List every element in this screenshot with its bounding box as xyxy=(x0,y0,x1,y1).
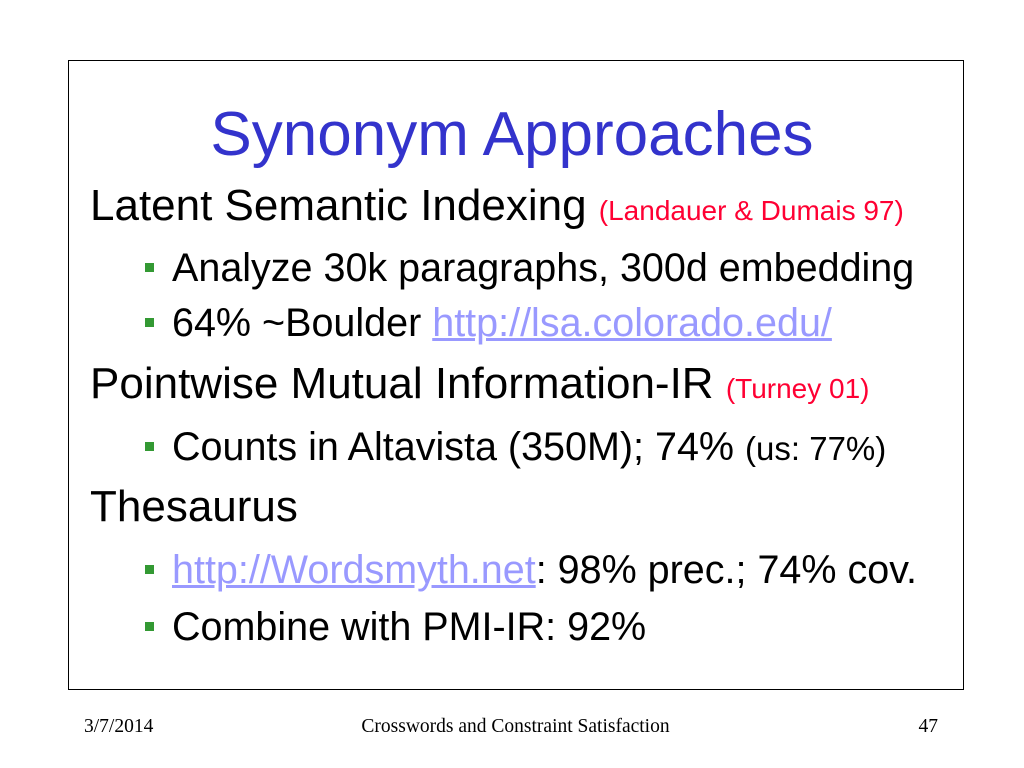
slide-title: Synonym Approaches xyxy=(210,100,814,169)
bullet-note: (us: 77%) xyxy=(745,430,887,467)
square-bullet-icon xyxy=(145,565,154,574)
square-bullet-icon xyxy=(145,622,154,631)
list-item xyxy=(144,547,917,594)
list-item xyxy=(144,300,832,347)
square-bullet-icon xyxy=(145,263,154,272)
bullet-text: Counts in Altavista (350M); 74% xyxy=(172,425,735,469)
footer-date: 3/7/2014 xyxy=(84,716,154,737)
slide-number: 47 xyxy=(918,716,938,737)
bullet-text: Analyze 30k paragraphs, 300d embedding xyxy=(172,246,915,290)
list-item xyxy=(144,245,914,292)
section-heading-lsi xyxy=(90,180,904,233)
footer-title: Crosswords and Constraint Satisfaction xyxy=(361,716,670,737)
list-item xyxy=(144,604,646,651)
heading-text: Pointwise Mutual Information-IR xyxy=(90,359,714,408)
section-heading-thesaurus xyxy=(90,481,298,534)
list-item xyxy=(144,424,886,471)
bullet-text: 64% ~Boulder xyxy=(172,301,422,345)
square-bullet-icon xyxy=(145,318,154,327)
bullet-text: Combine with PMI-IR: 92% xyxy=(172,605,647,649)
wordsmyth-link[interactable]: http://Wordsmyth.net xyxy=(172,548,536,592)
section-heading-pmi xyxy=(90,358,870,411)
heading-text: Thesaurus xyxy=(90,482,298,531)
square-bullet-icon xyxy=(145,442,154,451)
citation: (Landauer & Dumais 97) xyxy=(598,195,904,226)
heading-text: Latent Semantic Indexing xyxy=(90,181,587,230)
citation: (Turney 01) xyxy=(725,373,870,404)
bullet-text: : 98% prec.; 74% cov. xyxy=(535,548,917,592)
lsa-link[interactable]: http://lsa.colorado.edu/ xyxy=(432,301,832,345)
